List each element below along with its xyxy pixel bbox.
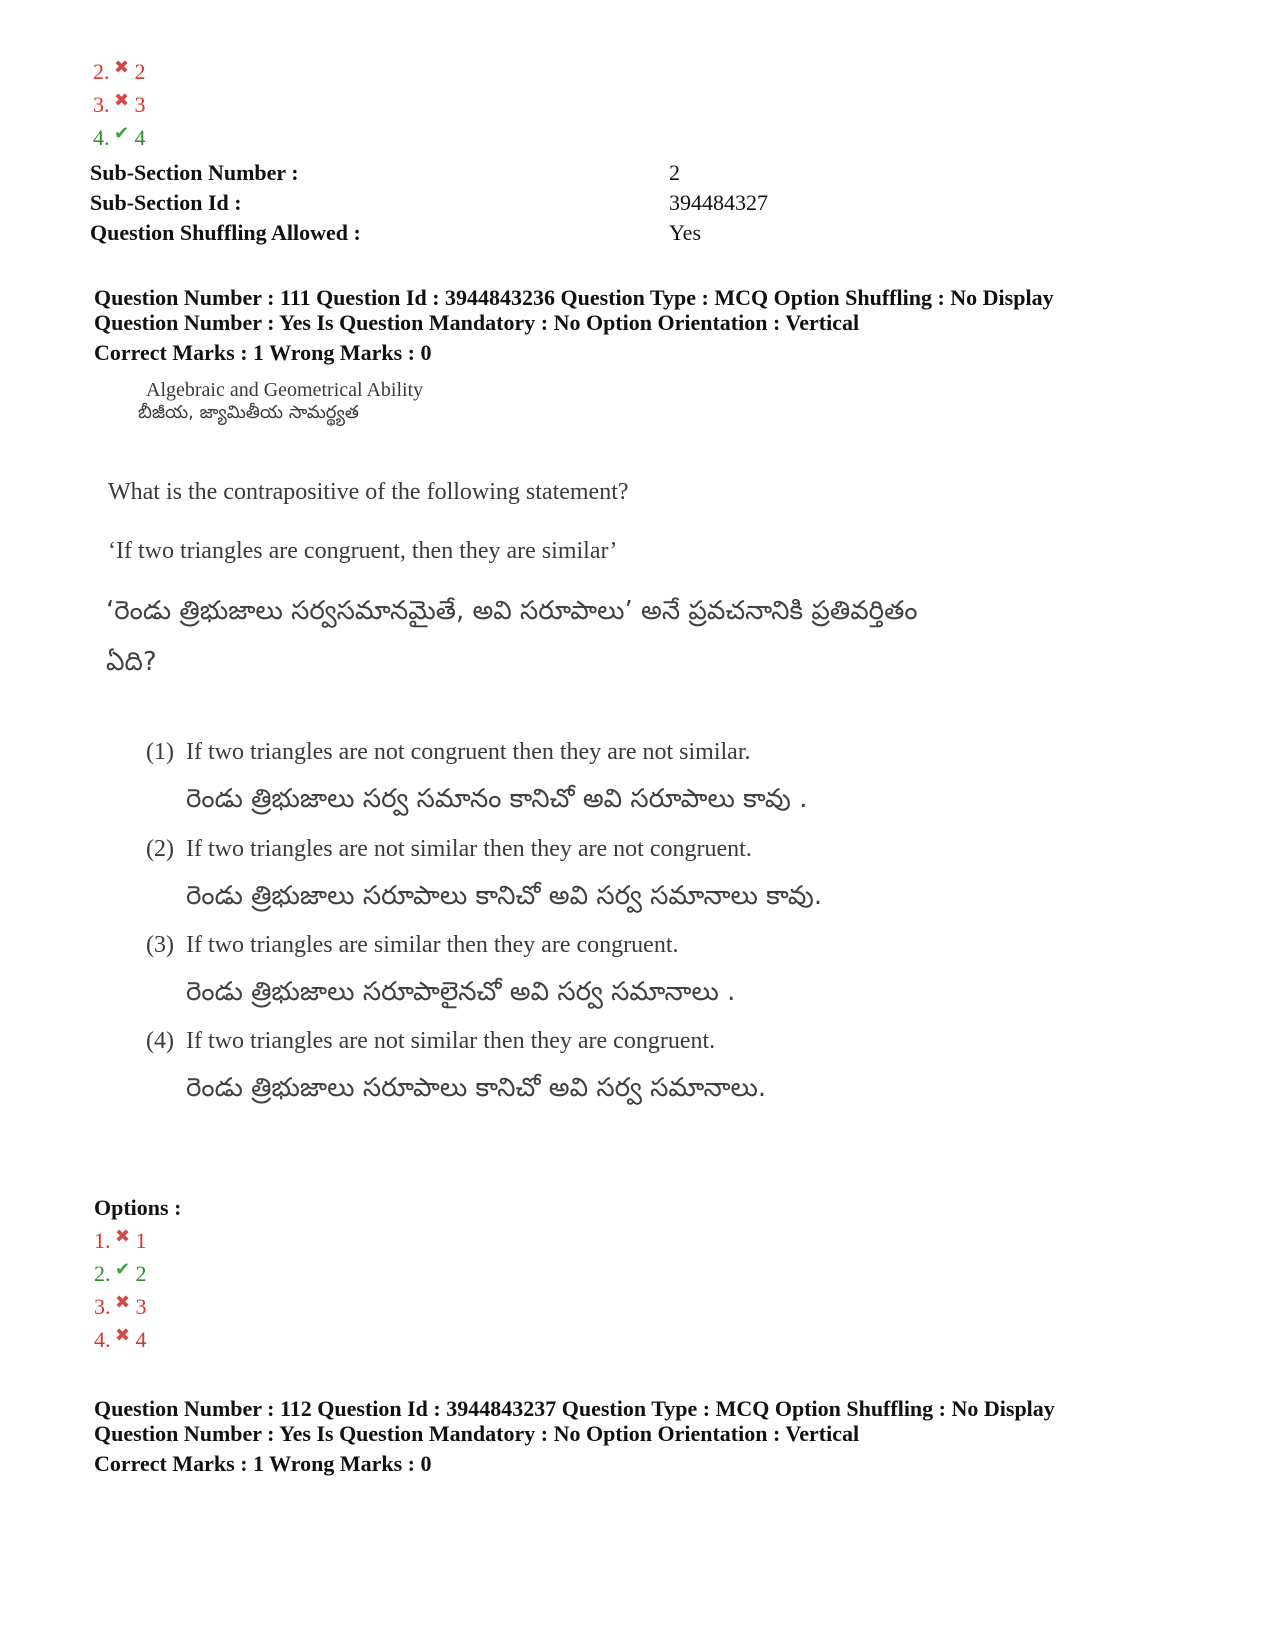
option-value: 3 (134, 92, 146, 117)
option-number: 2. (93, 59, 110, 84)
choice-text: If two triangles are not congruent then they are not similar. (186, 739, 751, 765)
wrong-cross-icon: ✖ (114, 1292, 131, 1313)
q111-options-label: Options : (94, 1195, 182, 1220)
option-number: 3. (93, 92, 110, 117)
question-shuffling-label: Question Shuffling Allowed : (90, 220, 361, 245)
q111-marks: Correct Marks : 1 Wrong Marks : 0 (94, 340, 432, 365)
q111-option-1 (94, 1228, 147, 1256)
q112-header-line2: Question Number : Yes Is Question Mandatory : No Option Orientation : Vertical (94, 1421, 860, 1446)
choice-number: (4) (146, 1028, 174, 1054)
q112-marks: Correct Marks : 1 Wrong Marks : 0 (94, 1451, 432, 1476)
prev-option-4 (93, 125, 146, 153)
q111-question-en: What is the contrapositive of the following statement? (108, 479, 629, 505)
choice-number: (3) (146, 932, 174, 958)
q111-choice-2-en (146, 836, 752, 863)
wrong-cross-icon: ✖ (114, 1226, 131, 1247)
q112-header-line1: Question Number : 112 Question Id : 3944843237 Question Type : MCQ Option Shuffling : No Display (94, 1396, 1055, 1421)
q111-choice-1-en (146, 739, 751, 766)
q111-choice-1-te: రెండు త్రిభుజాలు సర్వ సమానం కానిచో అవి సరూపాలు కావు . (186, 784, 808, 814)
q111-option-4 (94, 1327, 147, 1355)
q111-option-3 (94, 1294, 147, 1322)
correct-check-icon: ✔ (114, 1259, 131, 1280)
option-number: 3. (94, 1294, 111, 1319)
option-number: 4. (93, 125, 110, 150)
q111-question-te-line2: ఏది? (106, 647, 157, 677)
subsection-number-value: 2 (669, 160, 680, 185)
wrong-cross-icon: ✖ (114, 1325, 131, 1346)
option-value: 4 (134, 125, 146, 150)
wrong-cross-icon: ✖ (113, 57, 130, 78)
option-number: 2. (94, 1261, 111, 1286)
q111-option-2 (94, 1261, 147, 1289)
prev-option-2 (93, 59, 146, 87)
q111-header-line1: Question Number : 111 Question Id : 3944843236 Question Type : MCQ Option Shuffling : No Display (94, 285, 1054, 310)
q111-header-line2: Question Number : Yes Is Question Mandatory : No Option Orientation : Vertical (94, 310, 860, 335)
choice-number: (1) (146, 739, 174, 765)
choice-text: If two triangles are not similar then they are congruent. (186, 1028, 716, 1054)
q111-subject-te: బీజీయ, జ్యామితీయ సామర్థ్యత (138, 402, 359, 423)
prev-option-3 (93, 92, 146, 120)
q111-choice-3-te: రెండు త్రిభుజాలు సరూపాలైనచో అవి సర్వ సమానాలు . (186, 977, 736, 1007)
wrong-cross-icon: ✖ (113, 90, 130, 111)
choice-number: (2) (146, 836, 174, 862)
q111-choice-4-te: రెండు త్రిభుజాలు సరూపాలు కానిచో అవి సర్వ సమానాలు. (186, 1073, 767, 1103)
option-value: 4 (135, 1327, 147, 1352)
q111-choice-4-en (146, 1028, 715, 1055)
subsection-number-label: Sub-Section Number : (90, 160, 299, 185)
option-value: 2 (135, 1261, 147, 1286)
q111-statement-en: ‘If two triangles are congruent, then they are similar’ (108, 538, 618, 564)
question-shuffling-value: Yes (669, 220, 702, 245)
q111-subject-en: Algebraic and Geometrical Ability (146, 379, 424, 401)
q111-choice-2-te: రెండు త్రిభుజాలు సరూపాలు కానిచో అవి సర్వ సమానాలు కావు. (186, 881, 823, 911)
q111-choice-3-en (146, 932, 678, 959)
subsection-id-label: Sub-Section Id : (90, 190, 242, 215)
choice-text: If two triangles are similar then they are congruent. (186, 932, 679, 958)
correct-check-icon: ✔ (113, 123, 130, 144)
option-value: 3 (135, 1294, 147, 1319)
option-number: 1. (94, 1228, 111, 1253)
option-value: 1 (135, 1228, 147, 1253)
q111-question-te-line1: ‘రెండు త్రిభుజాలు సర్వసమానమైతే, అవి సరూపాలు’ అనే ప్రవచనానికి ప్రతివర్తితం (106, 596, 918, 626)
choice-text: If two triangles are not similar then they are not congruent. (186, 836, 752, 862)
option-value: 2 (134, 59, 146, 84)
option-number: 4. (94, 1327, 111, 1352)
subsection-id-value: 394484327 (669, 190, 768, 215)
